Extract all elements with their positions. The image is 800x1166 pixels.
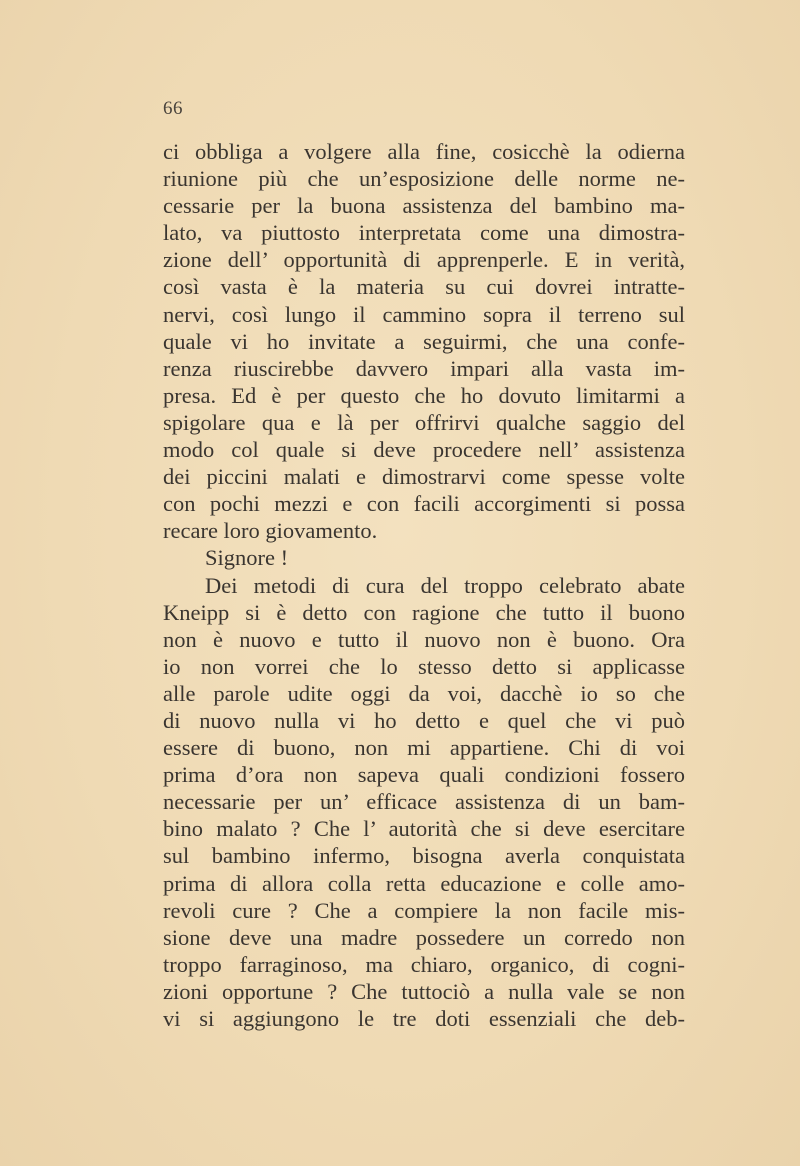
text-line: alle parole udite oggi da voi, dacchè io so che	[163, 680, 685, 706]
text-line: zioni opportune ? Che tuttociò a nulla vale se non	[163, 978, 685, 1004]
text-line: troppo farraginoso, ma chiaro, organico, di cogni-	[163, 951, 685, 977]
text-line: nervi, così lungo il cammino sopra il terreno sul	[163, 301, 685, 327]
text-line: dei piccini malati e dimostrarvi come spesse volte	[163, 464, 685, 490]
text-line: non è nuovo e tutto il nuovo non è buono. Ora	[163, 626, 685, 652]
text-line: prima di allora colla retta educazione e colle amo-	[163, 870, 685, 896]
text-line: così vasta è la materia su cui dovrei intratte-	[163, 274, 685, 300]
text-line: lato, va piuttosto interpretata come una dimostra-	[163, 220, 685, 246]
text-line: Signore !	[205, 545, 289, 571]
text-line: revoli cure ? Che a compiere la non facile mis-	[163, 897, 685, 923]
text-line: prima d’ora non sapeva quali condizioni fossero	[163, 762, 685, 788]
text-line: di nuovo nulla vi ho detto e quel che vi può	[163, 707, 685, 733]
text-line: recare loro giovamento.	[163, 518, 378, 544]
text-line: sul bambino infermo, bisogna averla conquistata	[163, 843, 685, 869]
text-line: con pochi mezzi e con facili accorgimenti si possa	[163, 491, 685, 517]
text-line: quale vi ho invitate a seguirmi, che una confe-	[163, 328, 685, 354]
text-line: Kneipp si è detto con ragione che tutto il buono	[163, 599, 685, 625]
text-line: renza riuscirebbe davvero impari alla vasta im-	[163, 355, 685, 381]
body-text	[163, 138, 685, 1032]
text-line: presa. Ed è per questo che ho dovuto limitarmi a	[163, 382, 685, 408]
text-line: riunione più che un’esposizione delle norme ne-	[163, 166, 685, 192]
text-line: bino malato ? Che l’ autorità che si deve esercitare	[163, 816, 685, 842]
text-line: spigolare qua e là per offrirvi qualche saggio del	[163, 409, 685, 435]
text-line: io non vorrei che lo stesso detto si applicasse	[163, 653, 685, 679]
page-number: 66	[163, 98, 183, 119]
text-line: Dei metodi di cura del troppo celebrato abate	[205, 572, 685, 598]
text-line: ci obbliga a volgere alla fine, cosicchè la odierna	[163, 139, 685, 164]
text-line: zione dell’ opportunità di apprenperle. E in verità,	[163, 247, 685, 273]
text-line: vi si aggiungono le tre doti essenziali che deb-	[163, 1006, 685, 1031]
text-line: cessarie per la buona assistenza del bambino ma-	[163, 193, 685, 219]
text-line: essere di buono, non mi appartiene. Chi di voi	[163, 735, 685, 761]
text-line: modo col quale si deve procedere nell’ assistenza	[163, 437, 685, 463]
text-line: sione deve una madre possedere un corredo non	[163, 924, 685, 950]
text-line: necessarie per un’ efficace assistenza di un bam-	[163, 789, 685, 815]
